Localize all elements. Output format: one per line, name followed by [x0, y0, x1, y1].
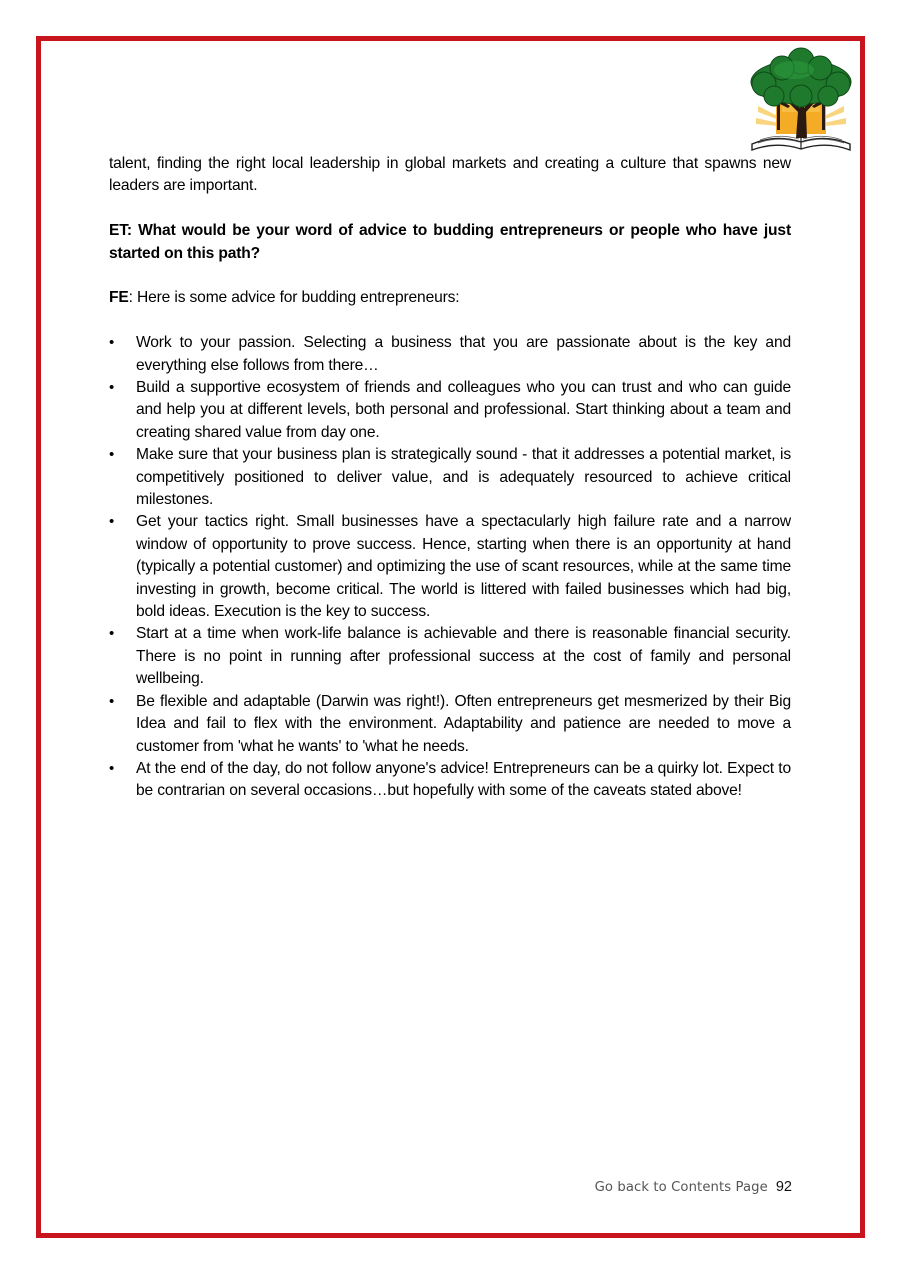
advice-list — [109, 332, 791, 803]
list-item — [109, 332, 791, 377]
list-item — [109, 444, 791, 511]
contents-page-link[interactable]: Go back to Contents Page — [594, 1180, 768, 1195]
list-item — [109, 623, 791, 690]
bullet-icon: • — [109, 692, 115, 710]
list-item-text: Be flexible and adaptable (Darwin was right!). Often entrepreneurs get mesmerized by their Big Idea and fail to flex with the environment. Adaptability and patience are needed to move a customer from 'what he wants' to 'what he needs. — [136, 692, 791, 755]
list-item-text: At the end of the day, do not follow anyone's advice! Entrepreneurs can be a quirky lot. Expect to be contrarian on several occasions…but hopefully with some of the caveats stated above! — [136, 759, 791, 800]
list-item-text: Work to your passion. Selecting a business that you are passionate about is the key and everything else follows from there… — [136, 334, 791, 374]
answer-speaker: FE — [109, 289, 129, 307]
list-item — [109, 377, 791, 444]
intro-paragraph: talent, finding the right local leadership in global markets and creating a culture that spawns new leaders are important. — [109, 155, 791, 195]
answer-text: : Here is some advice for budding entrepreneurs: — [128, 289, 460, 307]
page-footer — [560, 1178, 792, 1196]
list-item — [109, 511, 791, 623]
interview-question — [109, 220, 791, 265]
list-item-text: Build a supportive ecosystem of friends and colleagues who you can trust and who can guide and help you at different levels, both personal and professional. Start thinking about a team and creating shared value from day one. — [136, 379, 791, 441]
list-item — [109, 758, 791, 803]
bullet-icon: • — [109, 625, 115, 643]
document-body — [109, 153, 791, 803]
bullet-icon: • — [109, 334, 115, 352]
open-book — [752, 136, 850, 150]
bullet-icon: • — [109, 513, 115, 531]
tree-book-logo-icon — [744, 46, 858, 156]
list-item-text: Make sure that your business plan is strategically sound - that it addresses a potential market, is competitively positioned to deliver value, and is adequately resourced to achieve critical milestones. — [136, 446, 791, 509]
list-item-text: Get your tactics right. Small businesses have a spectacularly high failure rate and a narrow window of opportunity to prove success. Hence, starting when there is an opportunity at hand (typically a potential customer) and optimizing the use of scant resources, while at the same time investing in growth, become critical. The world is littered with failed businesses which had big, bold ideas. Execution is the key to success. — [136, 513, 791, 621]
question-text: What would be your word of advice to budding entrepreneurs or people who have just started on this path? — [109, 222, 791, 262]
interview-answer-intro — [109, 287, 791, 309]
bullet-icon: • — [109, 759, 115, 777]
bullet-icon: • — [109, 446, 115, 464]
question-speaker: ET: — [109, 222, 132, 240]
bullet-icon: • — [109, 379, 115, 397]
list-item — [109, 691, 791, 758]
page-number: 92 — [775, 1179, 792, 1195]
list-item-text: Start at a time when work-life balance is achievable and there is reasonable financial security. There is no point in running after professional success at the cost of family and personal wellbeing. — [136, 625, 791, 688]
